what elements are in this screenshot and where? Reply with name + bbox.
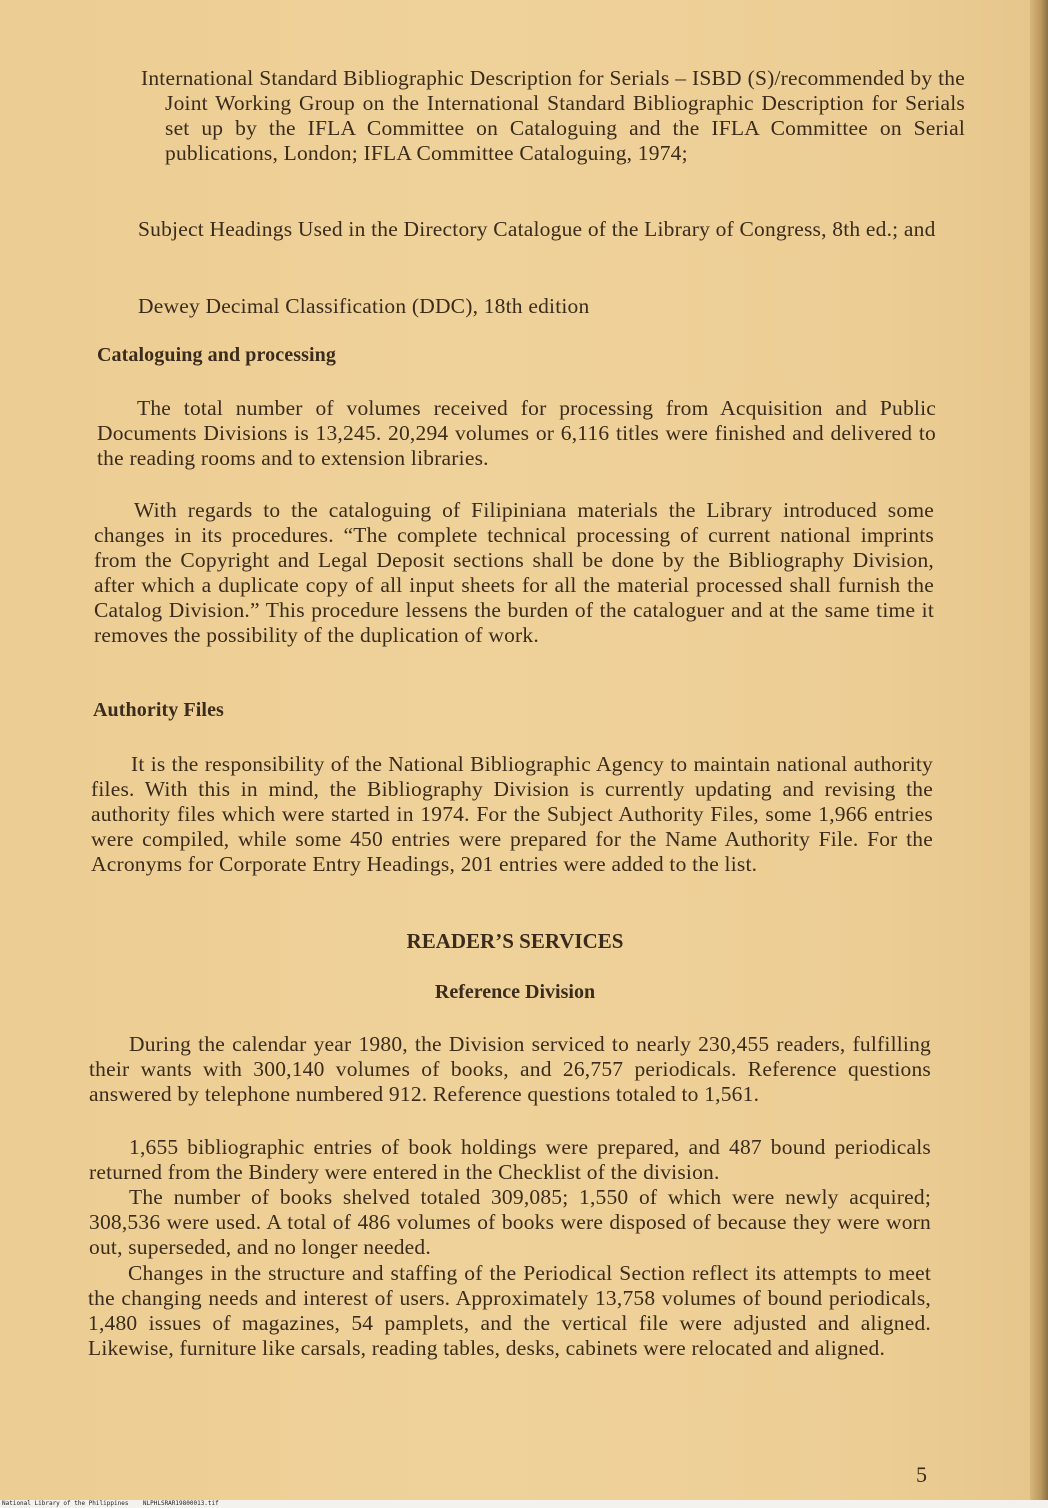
footer-filename: NLPHLSRAR19800013.tif [142,1500,219,1507]
heading-authority-files: Authority Files [93,699,224,721]
footer-source: National Library of the Philippines [2,1500,129,1507]
reference-paragraph-3: The number of books shelved totaled 309,085; 1,550 of which were newly acquired; 308,536 were used. A total of 486 volumes of books were disposed of because they were worn out, superseded, and no longer needed. [89,1185,931,1259]
section-subtitle-reference-division: Reference Division [434,981,596,1003]
page-number: 5 [916,1462,927,1487]
reference-isbd: International Standard Bibliographic Description for Serials – ISBD (S)/recommended by the Joint Working Group on the International Standard Bibliographic Description for Serials set up by the IFLA Committee on Cataloguing and the IFLA Committee on Serial publications, London; IFLA Committee Cataloguing, 1974; [141,66,965,165]
heading-cataloguing: Cataloguing and processing [97,344,336,366]
authority-paragraph: It is the responsibility of the National Bibliographic Agency to maintain national authority files. With this in mind, the Bibliography Division is currently updating and revising the authority files which were started in 1974. For the Subject Authority Files, some 1,966 entries were compiled, while some 450 entries were prepared for the Name Authority File. For the Acronyms for Corporate Entry Headings, 201 entries were added to the list. [91,752,933,876]
scan-footer [0,1500,1048,1508]
reference-paragraph-2: 1,655 bibliographic entries of book holdings were prepared, and 487 bound periodicals returned from the Bindery were entered in the Checklist of the division. [89,1135,931,1184]
section-title-readers-services: READER’S SERVICES [406,929,624,953]
reference-subject-headings: Subject Headings Used in the Directory Catalogue of the Library of Congress, 8th ed.; and [138,217,936,241]
cataloguing-paragraph-2: With regards to the cataloguing of Filipiniana materials the Library introduced some changes in its procedures. “The complete technical processing of current national imprints from the Copyright and Legal Deposit sections shall be done by the Bibliography Division, after which a duplicate copy of all input sheets for all the material processed shall furnish the Catalog Division.” This procedure lessens the burden of the cataloguer and at the same time it removes the possibility of the duplication of work. [94,498,934,647]
cataloguing-paragraph-1: The total number of volumes received for processing from Acquisition and Public Documents Divisions is 13,245. 20,294 volumes or 6,116 titles were finished and delivered to the reading rooms and to extension libraries. [97,396,936,470]
page-edge-shadow [1030,0,1048,1508]
reference-paragraph-4: Changes in the structure and staffing of the Periodical Section reflect its attempts to meet the changing needs and interest of users. Approximately 13,758 volumes of bound periodicals, 1,480 issues of magazines, 54 pamplets, and the vertical file were adjusted and aligned. Likewise, furniture like carsals, reading tables, desks, cabinets were relocated and aligned. [88,1261,931,1360]
reference-ddc: Dewey Decimal Classification (DDC), 18th edition [138,294,590,318]
reference-paragraph-1: During the calendar year 1980, the Division serviced to nearly 230,455 readers, fulfilling their wants with 300,140 volumes of books, and 26,757 periodicals. Reference questions answered by telephone numbered 912. Reference questions totaled to 1,561. [89,1032,931,1106]
